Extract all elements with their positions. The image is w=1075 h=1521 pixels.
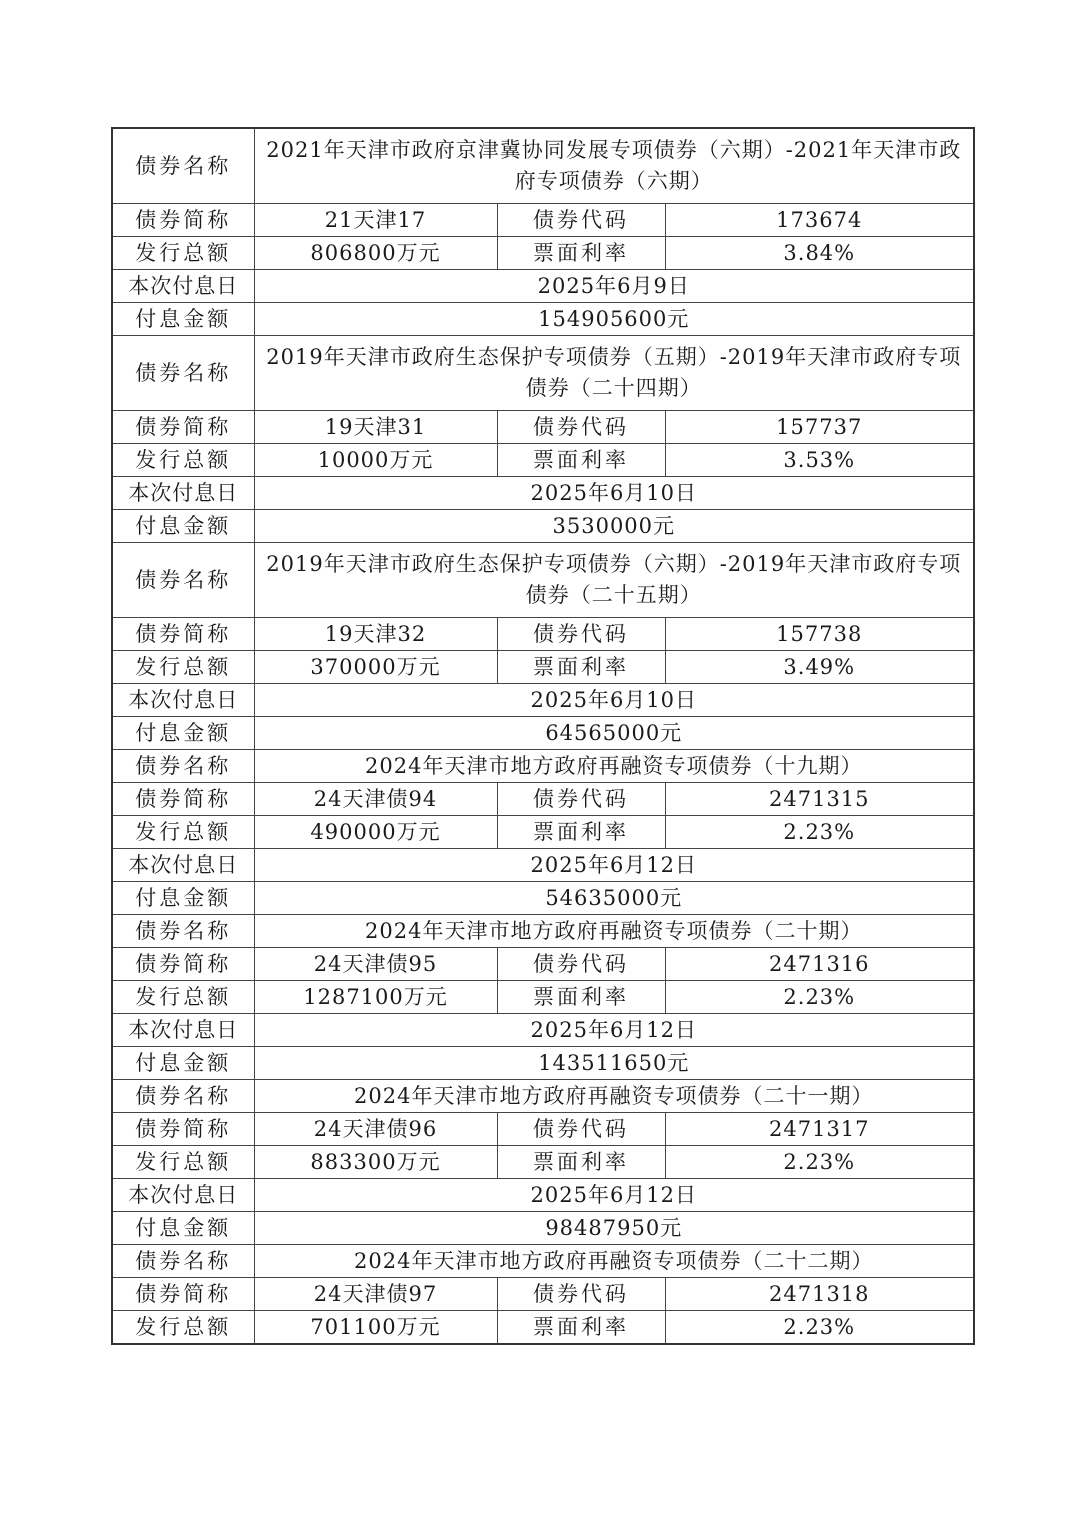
bond-short-code-row bbox=[112, 618, 974, 651]
label-coupon-rate: 票面利率 bbox=[497, 651, 665, 684]
label-bond-code: 债券代码 bbox=[497, 204, 665, 237]
issue-amount-value: 701100万元 bbox=[254, 1311, 497, 1345]
label-coupon-rate: 票面利率 bbox=[497, 1146, 665, 1179]
label-short-name: 债券简称 bbox=[112, 1278, 254, 1311]
bond-name-value: 2019年天津市政府生态保护专项债券（五期）-2019年天津市政府专项债券（二十四期） bbox=[254, 336, 974, 411]
bond-name-value: 2024年天津市地方政府再融资专项债券（二十一期） bbox=[254, 1080, 974, 1113]
bond-code-value: 157737 bbox=[665, 411, 974, 444]
bond-short-code-row bbox=[112, 948, 974, 981]
pay-date-value: 2025年6月9日 bbox=[254, 270, 974, 303]
interest-amount-value: 143511650元 bbox=[254, 1047, 974, 1080]
short-name-value: 21天津17 bbox=[254, 204, 497, 237]
coupon-rate-value: 2.23% bbox=[665, 816, 974, 849]
bond-amount-rate-row bbox=[112, 816, 974, 849]
bond-interest-row bbox=[112, 510, 974, 543]
label-short-name: 债券简称 bbox=[112, 948, 254, 981]
bond-amount-rate-row bbox=[112, 237, 974, 270]
short-name-value: 19天津32 bbox=[254, 618, 497, 651]
short-name-value: 24天津债96 bbox=[254, 1113, 497, 1146]
label-bond-name: 债券名称 bbox=[112, 915, 254, 948]
bond-code-value: 173674 bbox=[665, 204, 974, 237]
issue-amount-value: 490000万元 bbox=[254, 816, 497, 849]
label-coupon-rate: 票面利率 bbox=[497, 444, 665, 477]
label-issue-amount: 发行总额 bbox=[112, 816, 254, 849]
label-short-name: 债券简称 bbox=[112, 783, 254, 816]
short-name-value: 19天津31 bbox=[254, 411, 497, 444]
bond-interest-row bbox=[112, 1212, 974, 1245]
label-interest-amount: 付息金额 bbox=[112, 717, 254, 750]
label-interest-amount: 付息金额 bbox=[112, 510, 254, 543]
bond-pay-date-row bbox=[112, 1179, 974, 1212]
bond-code-value: 2471315 bbox=[665, 783, 974, 816]
label-bond-code: 债券代码 bbox=[497, 783, 665, 816]
label-issue-amount: 发行总额 bbox=[112, 1146, 254, 1179]
label-short-name: 债券简称 bbox=[112, 411, 254, 444]
label-issue-amount: 发行总额 bbox=[112, 237, 254, 270]
label-bond-name: 债券名称 bbox=[112, 1080, 254, 1113]
interest-amount-value: 154905600元 bbox=[254, 303, 974, 336]
label-coupon-rate: 票面利率 bbox=[497, 816, 665, 849]
bond-pay-date-row bbox=[112, 849, 974, 882]
bond-short-code-row bbox=[112, 204, 974, 237]
label-coupon-rate: 票面利率 bbox=[497, 237, 665, 270]
pay-date-value: 2025年6月12日 bbox=[254, 849, 974, 882]
short-name-value: 24天津债97 bbox=[254, 1278, 497, 1311]
label-bond-name: 债券名称 bbox=[112, 750, 254, 783]
coupon-rate-value: 3.84% bbox=[665, 237, 974, 270]
issue-amount-value: 10000万元 bbox=[254, 444, 497, 477]
label-pay-date: 本次付息日 bbox=[112, 849, 254, 882]
bond-amount-rate-row bbox=[112, 444, 974, 477]
label-interest-amount: 付息金额 bbox=[112, 1047, 254, 1080]
bond-pay-date-row bbox=[112, 270, 974, 303]
bond-interest-row bbox=[112, 717, 974, 750]
bond-amount-rate-row bbox=[112, 651, 974, 684]
bond-table-body bbox=[112, 128, 974, 1344]
bond-short-code-row bbox=[112, 1113, 974, 1146]
label-interest-amount: 付息金额 bbox=[112, 303, 254, 336]
pay-date-value: 2025年6月12日 bbox=[254, 1179, 974, 1212]
label-bond-code: 债券代码 bbox=[497, 1113, 665, 1146]
short-name-value: 24天津债94 bbox=[254, 783, 497, 816]
coupon-rate-value: 2.23% bbox=[665, 1311, 974, 1345]
coupon-rate-value: 3.53% bbox=[665, 444, 974, 477]
label-issue-amount: 发行总额 bbox=[112, 1311, 254, 1345]
bond-short-code-row bbox=[112, 411, 974, 444]
pay-date-value: 2025年6月12日 bbox=[254, 1014, 974, 1047]
bond-name-value: 2021年天津市政府京津冀协同发展专项债券（六期）-2021年天津市政府专项债券（六期） bbox=[254, 128, 974, 204]
issue-amount-value: 806800万元 bbox=[254, 237, 497, 270]
bond-interest-row bbox=[112, 1047, 974, 1080]
label-interest-amount: 付息金额 bbox=[112, 882, 254, 915]
coupon-rate-value: 2.23% bbox=[665, 1146, 974, 1179]
issue-amount-value: 883300万元 bbox=[254, 1146, 497, 1179]
bond-short-code-row bbox=[112, 1278, 974, 1311]
label-bond-code: 债券代码 bbox=[497, 1278, 665, 1311]
label-bond-code: 债券代码 bbox=[497, 411, 665, 444]
pay-date-value: 2025年6月10日 bbox=[254, 477, 974, 510]
label-bond-code: 债券代码 bbox=[497, 618, 665, 651]
label-bond-name: 债券名称 bbox=[112, 1245, 254, 1278]
label-issue-amount: 发行总额 bbox=[112, 444, 254, 477]
label-pay-date: 本次付息日 bbox=[112, 1179, 254, 1212]
bond-name-value: 2024年天津市地方政府再融资专项债券（二十期） bbox=[254, 915, 974, 948]
bond-name-value: 2024年天津市地方政府再融资专项债券（十九期） bbox=[254, 750, 974, 783]
bond-name-row bbox=[112, 1080, 974, 1113]
bond-name-row bbox=[112, 1245, 974, 1278]
pay-date-value: 2025年6月10日 bbox=[254, 684, 974, 717]
label-pay-date: 本次付息日 bbox=[112, 270, 254, 303]
bond-interest-table bbox=[111, 127, 975, 1345]
coupon-rate-value: 2.23% bbox=[665, 981, 974, 1014]
interest-amount-value: 98487950元 bbox=[254, 1212, 974, 1245]
label-bond-name: 债券名称 bbox=[112, 543, 254, 618]
label-short-name: 债券简称 bbox=[112, 204, 254, 237]
label-bond-code: 债券代码 bbox=[497, 948, 665, 981]
label-short-name: 债券简称 bbox=[112, 618, 254, 651]
label-interest-amount: 付息金额 bbox=[112, 1212, 254, 1245]
bond-short-code-row bbox=[112, 783, 974, 816]
label-bond-name: 债券名称 bbox=[112, 128, 254, 204]
label-pay-date: 本次付息日 bbox=[112, 684, 254, 717]
label-pay-date: 本次付息日 bbox=[112, 477, 254, 510]
issue-amount-value: 1287100万元 bbox=[254, 981, 497, 1014]
label-issue-amount: 发行总额 bbox=[112, 651, 254, 684]
bond-interest-row bbox=[112, 882, 974, 915]
bond-amount-rate-row bbox=[112, 981, 974, 1014]
label-coupon-rate: 票面利率 bbox=[497, 1311, 665, 1345]
bond-name-row bbox=[112, 336, 974, 411]
bond-name-row bbox=[112, 915, 974, 948]
coupon-rate-value: 3.49% bbox=[665, 651, 974, 684]
label-short-name: 债券简称 bbox=[112, 1113, 254, 1146]
bond-pay-date-row bbox=[112, 1014, 974, 1047]
bond-name-row bbox=[112, 543, 974, 618]
bond-amount-rate-row bbox=[112, 1146, 974, 1179]
bond-name-row bbox=[112, 128, 974, 204]
label-bond-name: 债券名称 bbox=[112, 336, 254, 411]
short-name-value: 24天津债95 bbox=[254, 948, 497, 981]
bond-pay-date-row bbox=[112, 684, 974, 717]
bond-name-row bbox=[112, 750, 974, 783]
bond-interest-row bbox=[112, 303, 974, 336]
bond-name-value: 2024年天津市地方政府再融资专项债券（二十二期） bbox=[254, 1245, 974, 1278]
interest-amount-value: 3530000元 bbox=[254, 510, 974, 543]
interest-amount-value: 54635000元 bbox=[254, 882, 974, 915]
bond-code-value: 2471316 bbox=[665, 948, 974, 981]
bond-amount-rate-row bbox=[112, 1311, 974, 1345]
label-pay-date: 本次付息日 bbox=[112, 1014, 254, 1047]
bond-code-value: 2471317 bbox=[665, 1113, 974, 1146]
interest-amount-value: 64565000元 bbox=[254, 717, 974, 750]
bond-name-value: 2019年天津市政府生态保护专项债券（六期）-2019年天津市政府专项债券（二十五期） bbox=[254, 543, 974, 618]
bond-code-value: 2471318 bbox=[665, 1278, 974, 1311]
bond-code-value: 157738 bbox=[665, 618, 974, 651]
issue-amount-value: 370000万元 bbox=[254, 651, 497, 684]
bond-pay-date-row bbox=[112, 477, 974, 510]
label-coupon-rate: 票面利率 bbox=[497, 981, 665, 1014]
label-issue-amount: 发行总额 bbox=[112, 981, 254, 1014]
